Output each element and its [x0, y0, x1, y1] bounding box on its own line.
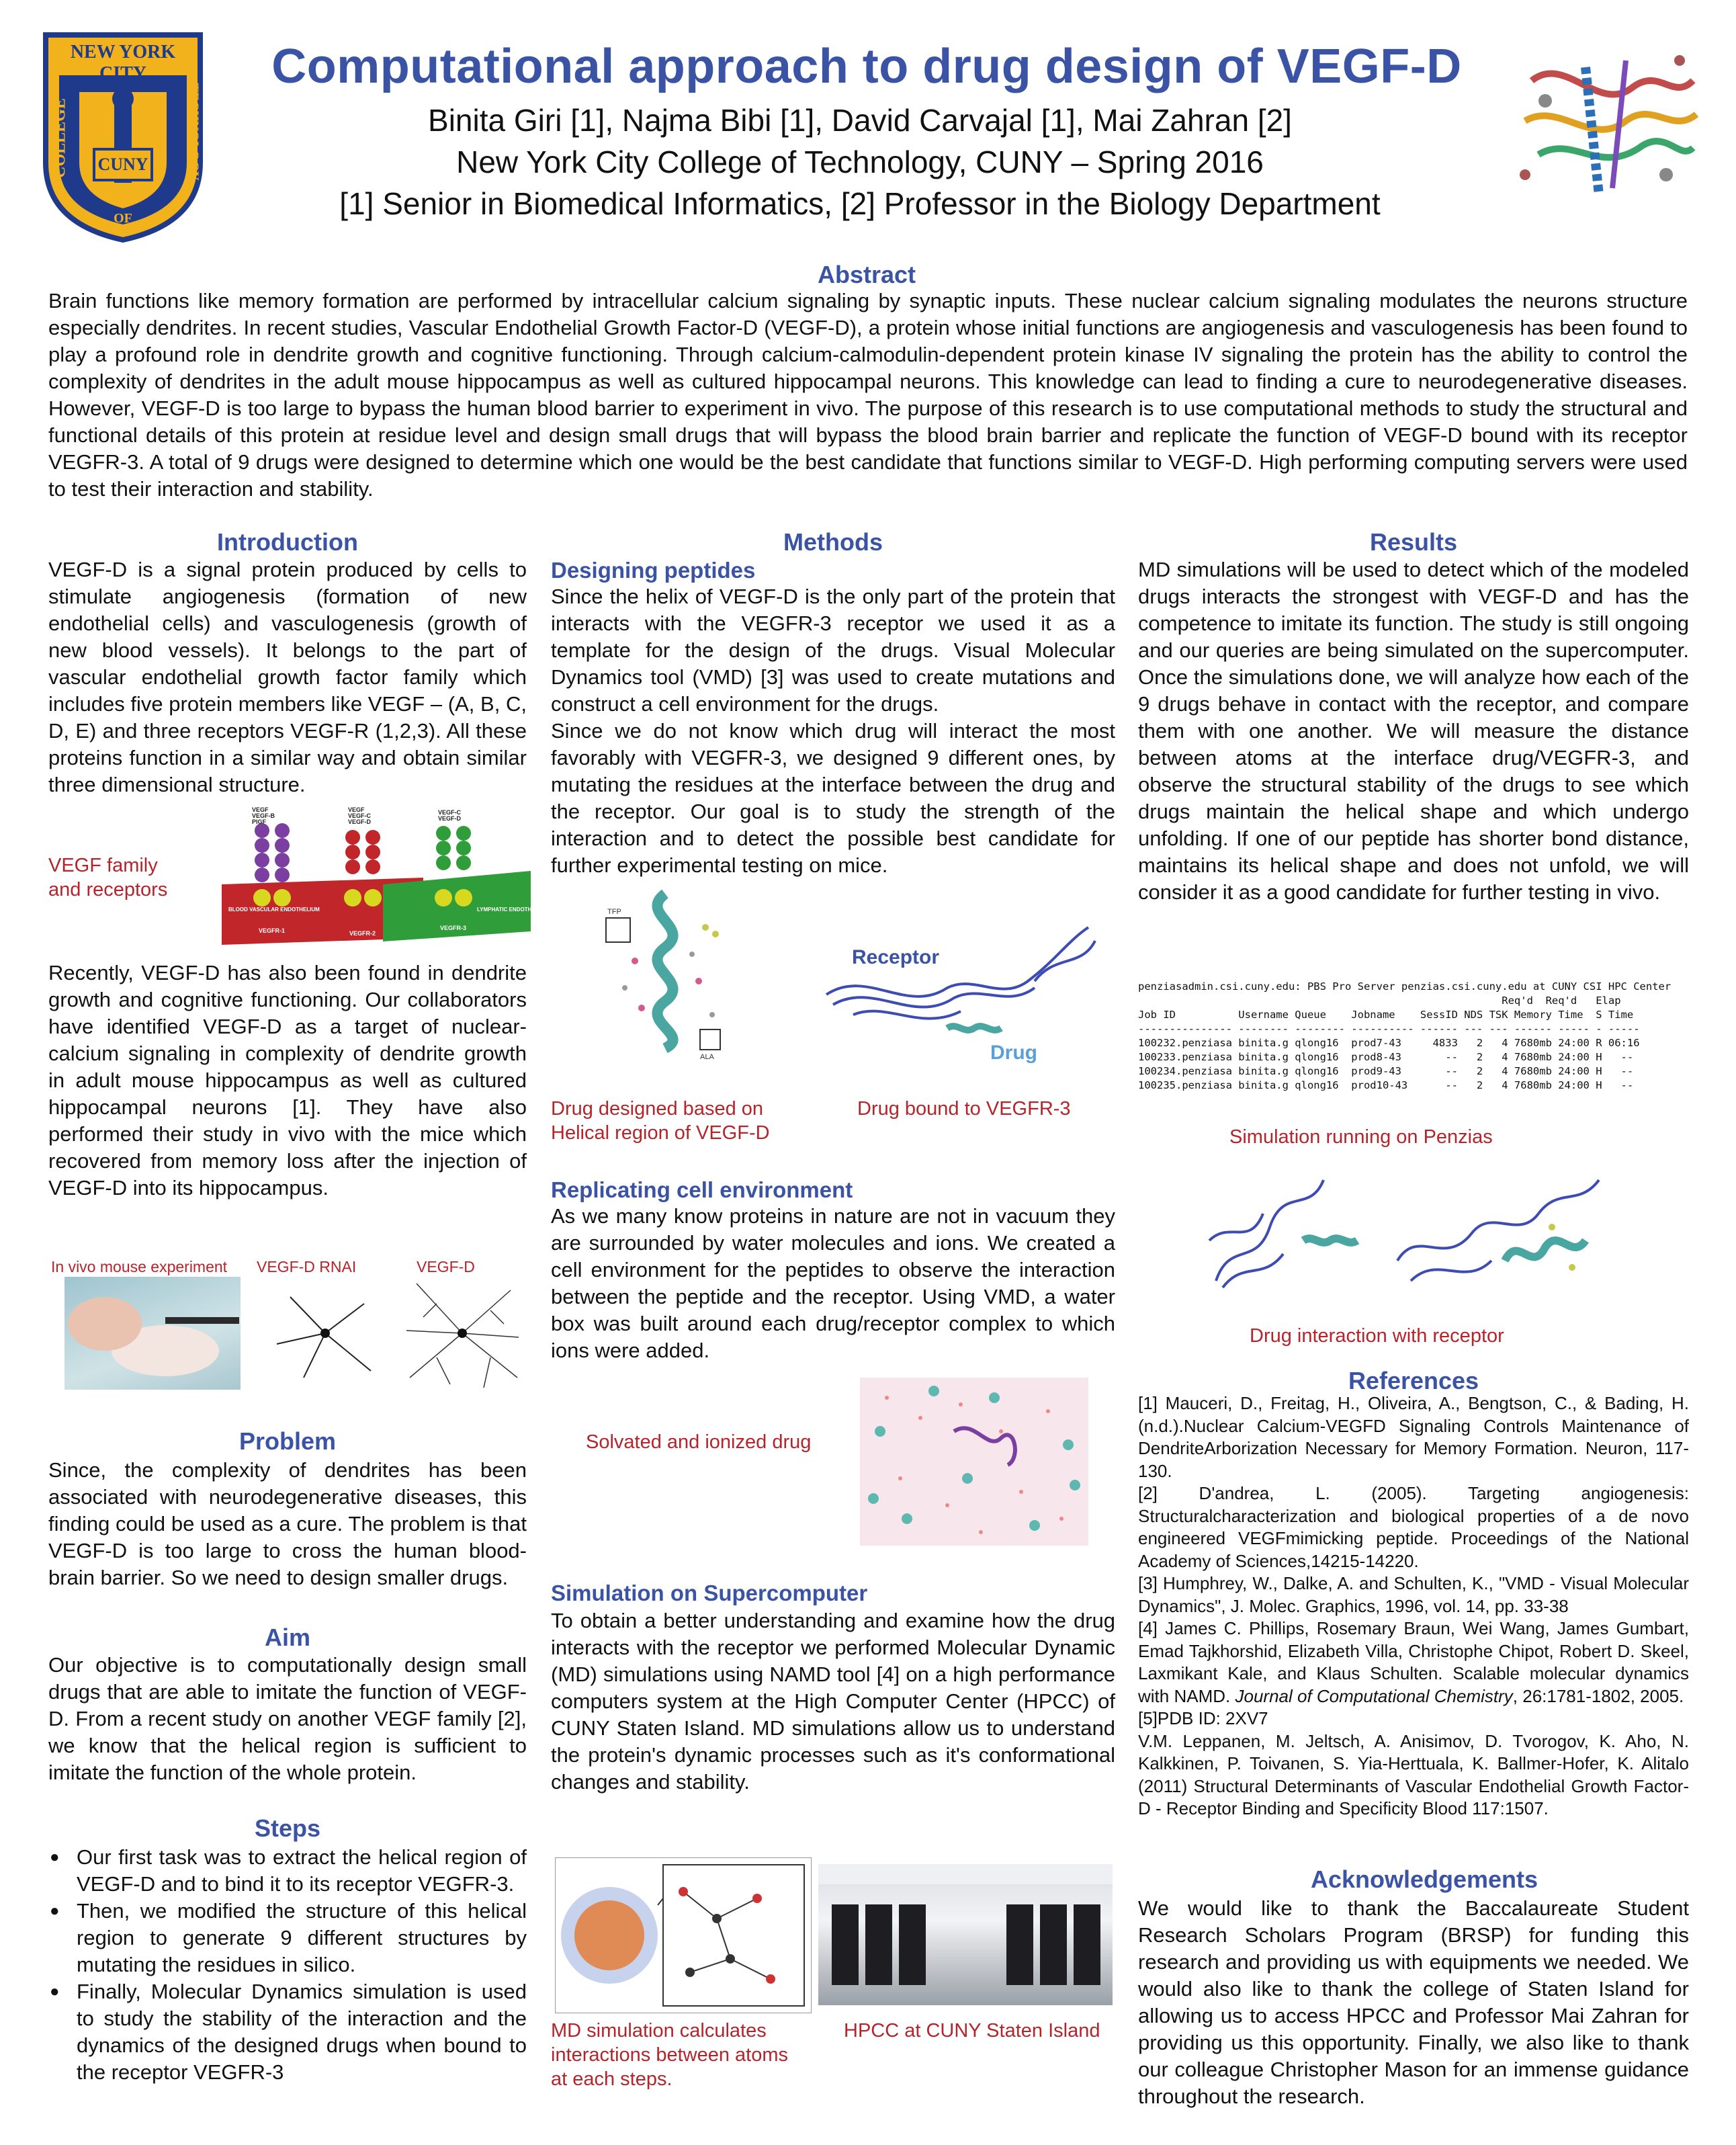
logo-text-right: TECHNOLOGY: [186, 83, 202, 181]
solvated-drug-image: [860, 1378, 1088, 1546]
fig-label-vegf-b: VEGF-B: [252, 812, 275, 819]
replicating-heading: Replicating cell environment: [551, 1177, 853, 1202]
fig-label-lymph: LYMPHATIC ENDOTHELIUM: [477, 907, 549, 913]
hpcc-caption: HPCC at CUNY Staten Island: [844, 2020, 1100, 2042]
mouse-photo: [64, 1277, 241, 1390]
reference-2: [2] D'andrea, L. (2005). Targeting angiogenesis: Structuralcharacterization and biological properties of a de novo engineered VEGFmimicking peptide. Proceedings of the National Academy of Sciences,14215-14220.: [1138, 1483, 1689, 1571]
designing-peptides-p2: Since we do not know which drug will interact the most favorably with VEGFR-3, we designed 9 different ones, by mutating the residues at the interface between the drug and the receptor. Our goal is to study the strength of the interaction and to detect the possible best candidate for further experimental testing on mice.: [551, 719, 1115, 877]
simulation-text: To obtain a better understanding and examine how the drug interacts with the receptor we performed Molecular Dynamic (MD) simulations using NAMD tool [4] on a high performance computers system at the High Computer Center (HPCC) of CUNY Staten Island. MD simulations allow us to understand the protein's dynamic processes such as it's conformational changes and stability.: [551, 1609, 1115, 1794]
problem-heading: Problem: [238, 1427, 337, 1455]
college-logo: [39, 28, 207, 243]
fig-label-plgf: PlGF: [252, 818, 267, 825]
fig-label-vegf-c-2: VEGF-C: [438, 809, 462, 816]
acknowledgements-heading: Acknowledgements: [1276, 1865, 1572, 1894]
fig-label-vegf-a: VEGF: [252, 806, 269, 813]
logo-center: CUNY: [97, 155, 148, 174]
md-simulation-image: [555, 1857, 812, 2013]
terminal-output: penziasadmin.csi.cuny.edu: PBS Pro Server penzias.csi.cuny.edu at CUNY CSI HPC Center Req'd Req'd Elap Job ID Username Queue Jobname SessID NDS TSK Memory Time S Time --------------- -------- -------- ---------- ------ --- --- ------ ----- - ----- 100232.penziasa binita.g qlong16 prod7-43 4833 2 4 7680mb 24:00 R 06:16 100233.penziasa binita.g qlong16 prod8-43 -- 2 4 7680mb 24:00 H -- 100234.penziasa binita.g qlong16 prod9-43 -- 2 4 7680mb 24:00 H -- 100235.penziasa binita.g qlong16 prod10-43 -- 2 4 7680mb 24:00 H --: [1138, 980, 1672, 1091]
solvated-caption: Solvated and ionized drug: [586, 1431, 812, 1453]
ala-label: ALA: [700, 1053, 714, 1061]
fig-label-vegf-2: VEGF: [348, 806, 365, 813]
methods-heading: Methods: [783, 528, 883, 556]
fig-label-vegfr3: VEGFR-3: [440, 925, 467, 931]
vegf-receptor-figure: [222, 804, 549, 945]
step-item-3: ● Finally, Molecular Dynamics simulation is used to study the stability of the interaction and the dynamics of the designed drugs when bound to the receptor VEGFR-3: [77, 1978, 527, 2086]
fig-label-vegfr2: VEGFR-2: [349, 930, 376, 937]
mouse-caption: In vivo mouse experiment: [51, 1258, 228, 1275]
pbs-terminal: [1138, 980, 1689, 1111]
helix-drug-image: [598, 874, 746, 1062]
poster-title: Computational approach to drug design of VEGF-D: [271, 40, 1462, 93]
receptor-label: Receptor: [852, 946, 940, 968]
steps-heading: Steps: [254, 1814, 321, 1842]
logo-text-top: NEW YORK CITY: [70, 42, 176, 84]
fig-label-vegf-d: VEGF-D: [348, 818, 372, 825]
references-heading: References: [1348, 1367, 1479, 1394]
rnai-neuron-image: [263, 1277, 387, 1390]
vegfd-caption: VEGF-D: [417, 1258, 475, 1275]
abstract-heading: Abstract: [817, 261, 916, 288]
introduction-p2: Recently, VEGF-D has also been found in dendrite growth and cognitive functioning. Our collaborators have identified VEGF-D as a target of nuclear-calcium signaling in complexity of dendrite growth in adult mouse hippocampus as well as cultured hippocampal neurons [1]. They have also performed their study in vivo with the mice which recovered from memory loss after the injection of VEGF-D into its hippocampus.: [48, 961, 527, 1200]
drug-interaction-image-1: [1203, 1160, 1371, 1301]
fig-label-vegf-d-2: VEGF-D: [438, 815, 462, 822]
drug-interaction-image-2: [1384, 1160, 1612, 1301]
reference-1: [1] Mauceri, D., Freitag, H., Oliveira, A., Bengtson, C., & Bading, H. (n.d.).Nuclear Calcium-VEGFD Signaling Controls Maintenance of DendriteArborization Necessary for Memory Formation. Neuron, 117-130.: [1138, 1393, 1689, 1481]
vegf-family-caption-line2: and receptors: [48, 879, 168, 900]
reference-4-tail: , 26:1781-1802, 2005.: [1512, 1685, 1684, 1706]
aim-heading: Aim: [264, 1624, 310, 1651]
receptor-drug-complex-image: [813, 914, 1109, 1062]
designing-peptides-p1: Since the helix of VEGF-D is the only part of the protein that interacts with the VEGFR-3 receptor we used it as a template for the design of the drugs. Visual Molecular Dynamics tool (VMD) [3] was used to create mutations and construct a cell environment for the drugs.: [551, 585, 1115, 716]
acknowledgements-text: We would like to thank the Baccalaureate Student Research Scholars Program (BRSP) for funding this research and providing us with equipments we needed. We would also like to thank the college of Staten Island for allowing us to access HPCC and Professor Mai Zahran for providing us this opportunity. Finally, we also like to thank our colleague Christopher Mason for an immense guidance throughout the research.: [1138, 1896, 1689, 2108]
terminal-caption: Simulation running on Penzias: [1229, 1126, 1493, 1148]
md-caption-3: at each steps.: [551, 2068, 672, 2090]
designing-peptides-heading: Designing peptides: [551, 558, 756, 583]
reference-5: [5]PDB ID: 2XV7: [1138, 1708, 1268, 1728]
reference-4-text: [4] James C. Phillips, Rosemary Braun, Wei Wang, James Gumbart, Emad Tajkhorshid, Elizabeth Villa, Christophe Chipot, Robert D. Skeel, Laxmikant Kale, and Klaus Schulten. Scalable molecular dynamics with NAMD.: [1138, 1618, 1689, 1706]
interaction-caption: Drug interaction with receptor: [1250, 1325, 1504, 1347]
drug-bound-caption: Drug bound to VEGFR-3: [857, 1098, 1071, 1120]
reference-6: V.M. Leppanen, M. Jeltsch, A. Anisimov, D. Tvorogov, K. Aho, N. Kalkkinen, P. Toivanen, S. Yia-Herttuala, K. Ballmer-Hofer, K. Alitalo (2011) Structural Determinants of Vascular Endothelial Growth Factor-D - Receptor Binding and Specificity Blood 117:1507.: [1138, 1730, 1689, 1818]
problem-text: Since, the complexity of dendrites has been associated with neurodegenerative diseases, this finding could be used as a cure. The problem is that VEGF-D is too large to cross the human blood-brain barrier. So we need to design smaller drugs.: [48, 1458, 527, 1589]
md-caption-1: MD simulation calculates: [551, 2020, 767, 2042]
step-item-1: ● Our first task was to extract the helical region of VEGF-D and to bind it to its receptor VEGFR-3.: [77, 1844, 527, 1898]
simulation-heading: Simulation on Supercomputer: [551, 1581, 868, 1605]
fig-label-vegfr1: VEGFR-1: [259, 927, 286, 934]
drug-design-caption-2: Helical region of VEGF-D: [551, 1122, 770, 1144]
hpcc-photo: [818, 1864, 1113, 2005]
authors: Binita Giri [1], Najma Bibi [1], David Carvajal [1], Mai Zahran [2]: [428, 103, 1292, 138]
aim-text: Our objective is to computationally design small drugs that are able to imitate the function of VEGF-D. From a recent study on another VEGF family [2], we know that the helical region is sufficient to imitate the function of the whole protein.: [48, 1653, 527, 1784]
fig-label-blood: BLOOD VASCULAR ENDOTHELIUM: [228, 907, 320, 913]
fig-label-vegf-c: VEGF-C: [348, 812, 372, 819]
references-list: [1138, 1392, 1689, 1820]
reference-4-journal: Journal of Computational Chemistry: [1235, 1685, 1513, 1706]
reference-3: [3] Humphrey, W., Dalke, A. and Schulten, K., "VMD - Visual Molecular Dynamics", J. Molec. Graphics, 1996, vol. 14, pp. 33-38: [1138, 1573, 1689, 1616]
logo-text-left: COLLEGE: [51, 98, 69, 178]
steps-list: [48, 1844, 527, 2086]
md-caption-2: interactions between atoms: [551, 2044, 789, 2066]
abstract-text: Brain functions like memory formation are performed by intracellular calcium signaling by synaptic inputs. These nuclear calcium signaling modulates the neurons structure especially dendrites. In recent studies, Vascular Endothelial Growth Factor-D (VEGF-D), a protein whose initial functions are angiogenesis and vasculogenesis has been found to play a profound role in dendrite growth and cognitive functioning. Through calcium-calmodulin-dependent protein kinase IV signaling the protein has the ability to control the complexity of dendrites in the adult mouse hippocampus as well as cultured hippocampal neurons. This knowledge can lead to finding a cure to neurodegenerative diseases. However, VEGF-D is too large to bypass the human blood barrier to experiment in vivo. The purpose of this research is to use computational methods to study the structural and functional details of this protein at residue level and design small drugs that will bypass the blood brain barrier and replicate the function of VEGF-D bound with its receptor VEGFR-3. A total of 9 drugs were designed to determine which one would be the best candidate that functions similar to VEGF-D. High performing computing servers were used to test their interaction and stability.: [48, 289, 1688, 501]
affiliations: [1] Senior in Biomedical Informatics, [2] Professor in the Biology Department: [339, 186, 1381, 221]
step-item-2: ● Then, we modified the structure of this helical region to generate 9 different structures by mutating the residues in silico.: [77, 1898, 527, 1978]
logo-text-bottom: OF: [114, 211, 132, 226]
results-heading: Results: [1369, 528, 1458, 556]
results-text: MD simulations will be used to detect which of the modeled drugs interacts the strongest with VEGF-D and has the competence to imitate its function. The study is still ongoing and our queries are being simulated on the supercomputer. Once the simulations done, we will analyze how each of the 9 drugs behave in contact with the receptor, and compare them with one another. We will measure the distance between atoms at the interface drug/VEGFR-3, and observe the structural stability of the drugs to see which drugs maintain the helical shape and which undergo unfolding. If one of our peptide has shorter bond distance, maintains its helical shape and does not unfold, we will consider it as a good candidate for further testing in vivo.: [1138, 558, 1689, 904]
vegf-family-caption-line1: VEGF family: [48, 855, 158, 876]
replicating-text: As we many know proteins in nature are not in vacuum they are surrounded by water molecules and ions. We created a cell environment for the peptides to observe the interaction between the peptide and the receptor. Using VMD, a water box was built around each drug/receptor complex to which ions were added.: [551, 1204, 1115, 1362]
vegfd-neuron-image: [403, 1277, 521, 1390]
introduction-p1: VEGF-D is a signal protein produced by cells to stimulate angiogenesis (formation of new endothelial cells) and vasculogenesis (growth of new blood vessels). It belongs to the part of vascular endothelial growth factor family which includes five protein members like VEGF – (A, B, C, D, E) and three receptors VEGF-R (1,2,3). All these proteins function in a similar way and obtain similar three dimensional structure.: [48, 558, 527, 796]
drug-label: Drug: [990, 1042, 1037, 1064]
rnai-caption: VEGF-D RNAI: [257, 1258, 357, 1275]
reference-4: [1138, 1617, 1689, 1708]
tfp-label: TFP: [607, 908, 621, 916]
institution: New York City College of Technology, CUNY – Spring 2016: [456, 144, 1264, 179]
introduction-heading: Introduction: [217, 528, 358, 556]
drug-design-caption-1: Drug designed based on: [551, 1098, 764, 1120]
protein-structure-image: [1505, 40, 1706, 208]
